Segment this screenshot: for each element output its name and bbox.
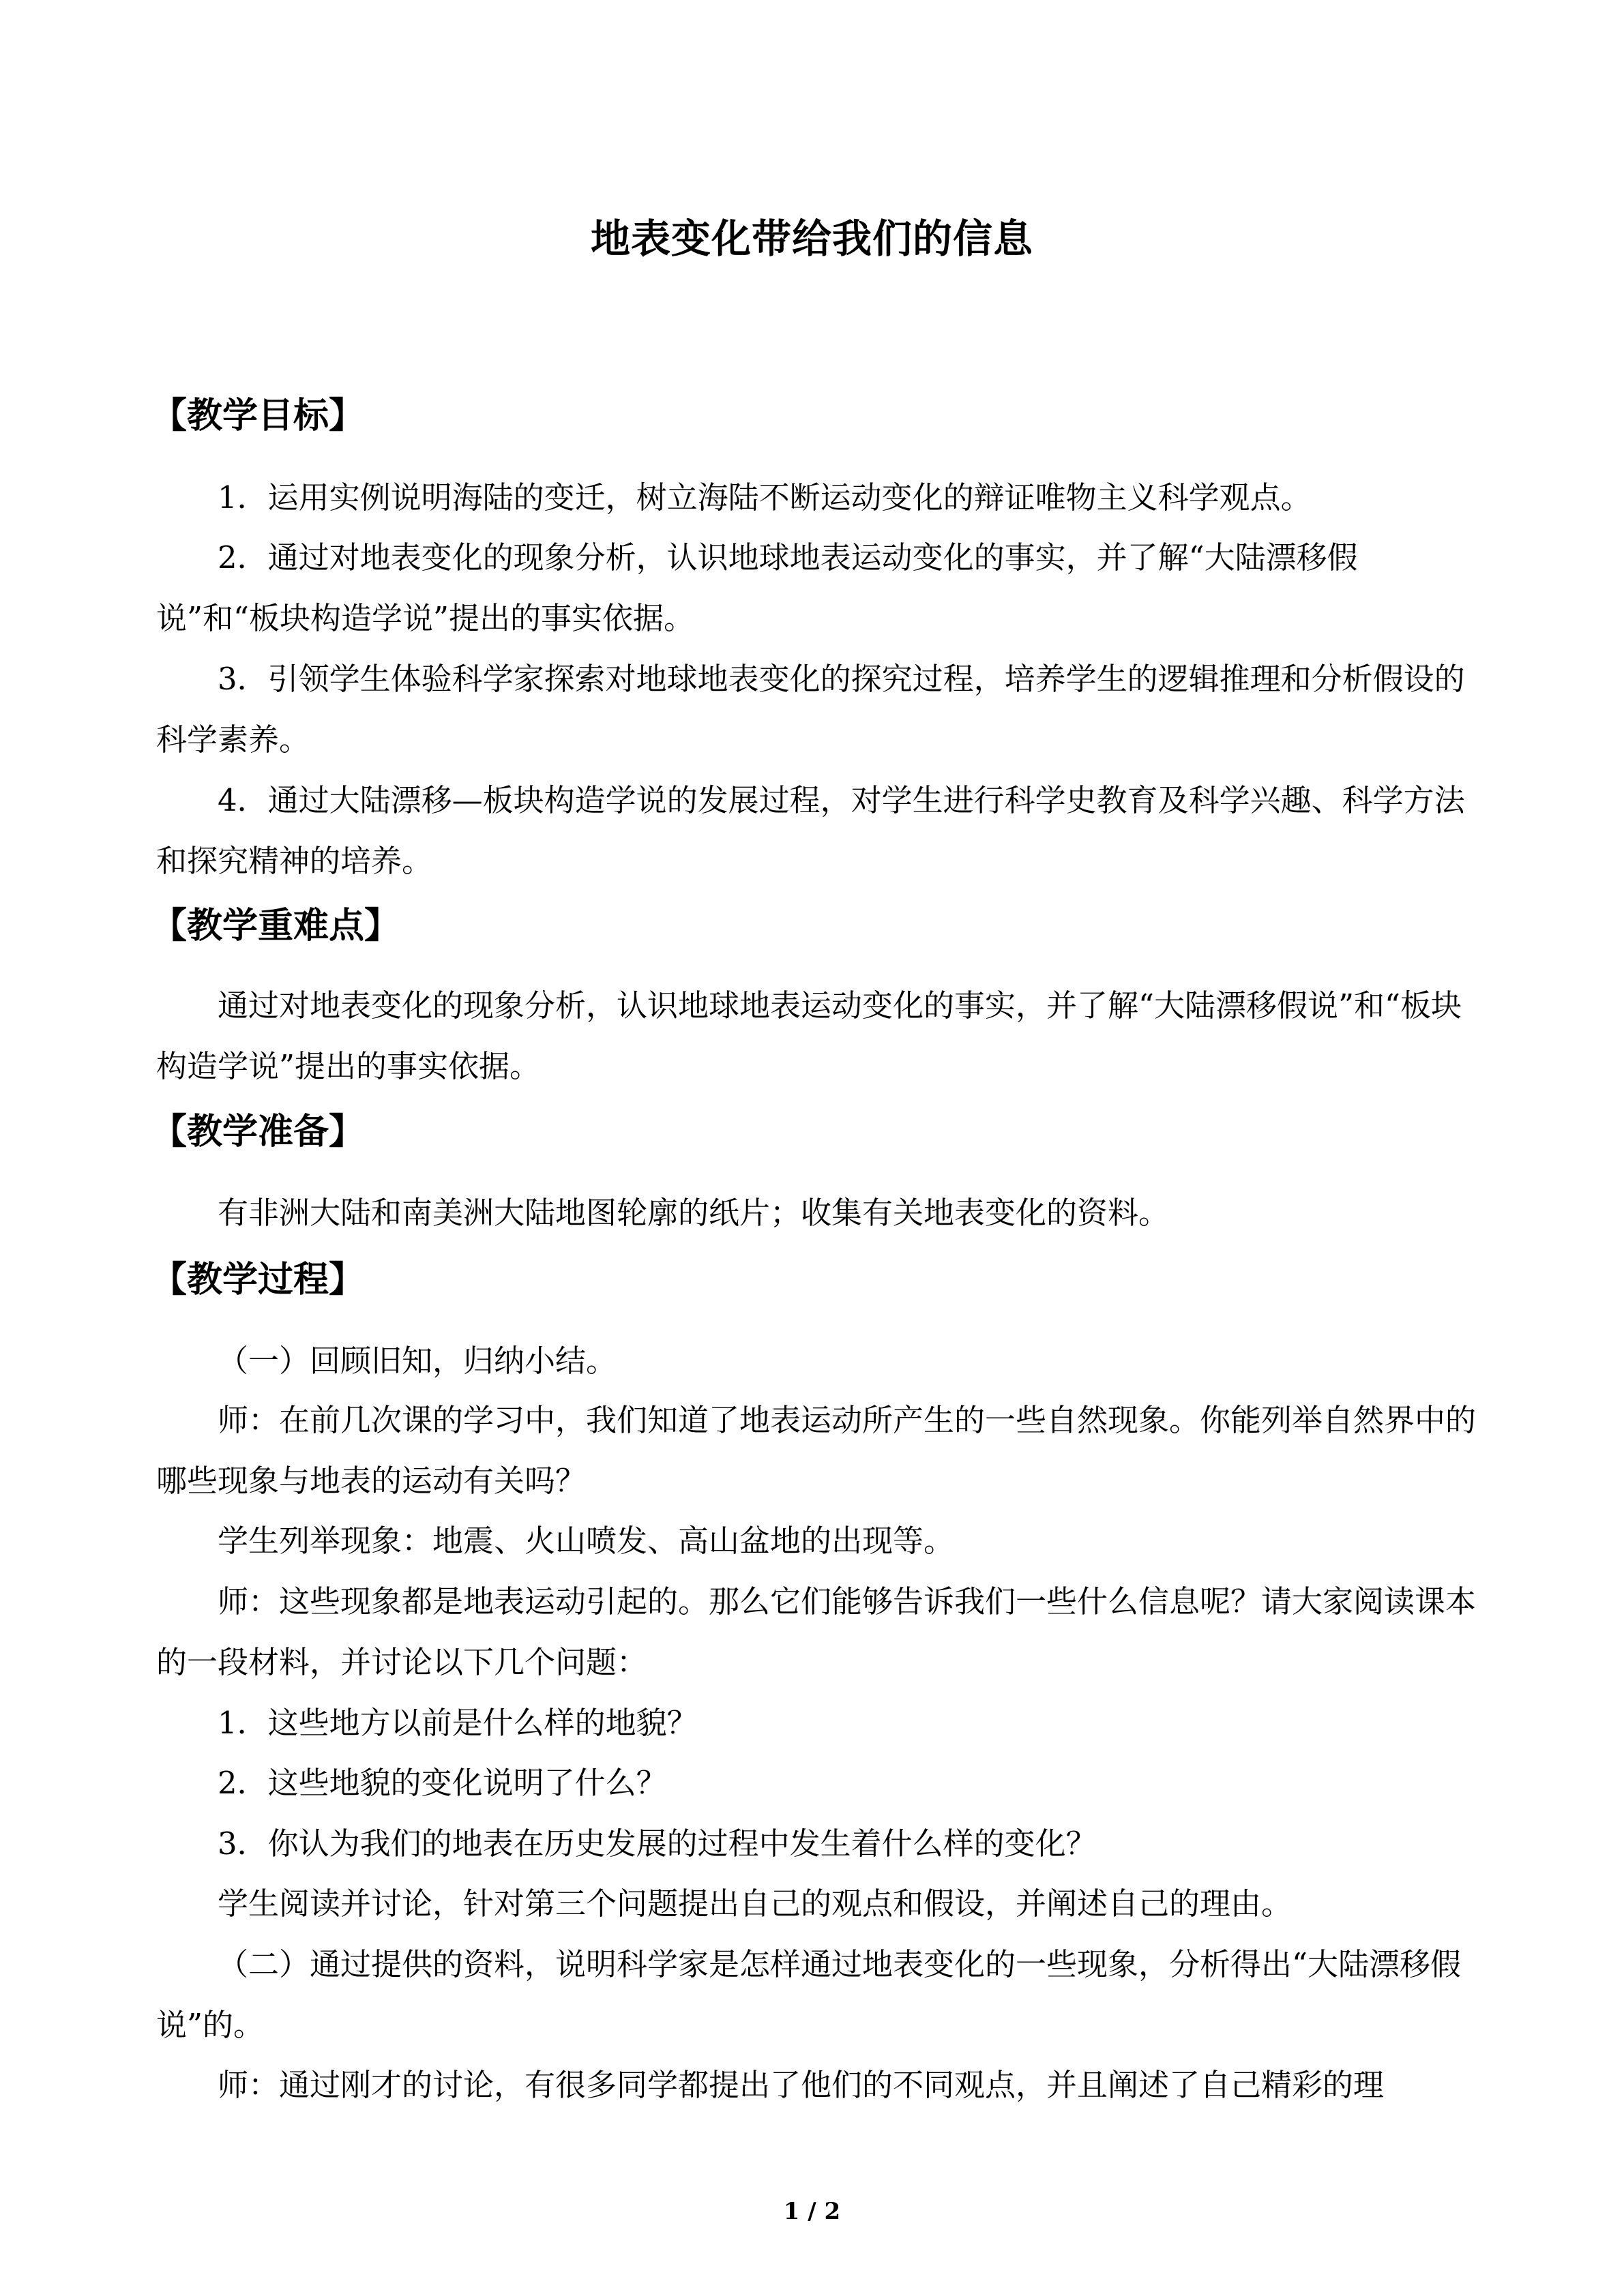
section-heading-preparation: 【教学准备】 [151, 1112, 365, 1152]
document-title: 地表变化带给我们的信息 [590, 215, 1033, 262]
process-paragraph-8: 学生阅读并讨论，针对第三个问题提出自己的观点和假设，并阐述自己的理由。 [218, 1885, 1293, 1922]
objective-item-2: 2．通过对地表变化的现象分析，认识地球地表运动变化的事实，并了解“大陆漂移假说”和“板块构造学说”提出的事实依据。 [156, 539, 1358, 636]
preparation-text: 有非洲大陆和南美洲大陆地图轮廓的纸片；收集有关地表变化的资料。 [218, 1195, 1170, 1231]
process-paragraph-9: （二）通过提供的资料，说明科学家是怎样通过地表变化的一些现象，分析得出“大陆漂移假说”的。 [156, 1946, 1462, 2043]
key-points-text: 通过对地表变化的现象分析，认识地球地表运动变化的事实，并了解“大陆漂移假说”和“板块构造学说”提出的事实依据。 [156, 987, 1462, 1084]
objective-item-4: 4．通过大陆漂移—板块构造学说的发展过程，对学生进行科学史教育及科学兴趣、科学方法和探究精神的培养。 [156, 782, 1465, 879]
process-paragraph-2: 师：在前几次课的学习中，我们知道了地表运动所产生的一些自然现象。你能列举自然界中的哪些现象与地表的运动有关吗？ [156, 1402, 1477, 1499]
page-number: 1 / 2 [783, 2198, 841, 2225]
process-paragraph-5: 1．这些地方以前是什么样的地貌？ [218, 1705, 698, 1741]
process-paragraph-6: 2．这些地貌的变化说明了什么？ [218, 1765, 667, 1801]
process-paragraph-3: 学生列举现象：地震、火山喷发、高山盆地的出现等。 [218, 1523, 955, 1559]
section-heading-key-points: 【教学重难点】 [151, 906, 400, 946]
section-heading-process: 【教学过程】 [151, 1259, 365, 1300]
section-heading-objectives: 【教学目标】 [151, 396, 365, 436]
objective-item-3: 3．引领学生体验科学家探索对地球地表变化的探究过程，培养学生的逻辑推理和分析假设的科学素养。 [156, 661, 1465, 758]
process-paragraph-10: 师：通过刚才的讨论，有很多同学都提出了他们的不同观点，并且阐述了自己精彩的理 [218, 2067, 1385, 2103]
objective-item-1: 1．运用实例说明海陆的变迁，树立海陆不断运动变化的辩证唯物主义科学观点。 [218, 479, 1312, 516]
process-paragraph-4: 师：这些现象都是地表运动引起的。那么它们能够告诉我们一些什么信息呢？请大家阅读课本的一段材料，并讨论以下几个问题： [156, 1583, 1477, 1680]
process-paragraph-7: 3．你认为我们的地表在历史发展的过程中发生着什么样的变化？ [218, 1825, 1097, 1862]
process-paragraph-1: （一）回顾旧知，归纳小结。 [218, 1343, 617, 1379]
